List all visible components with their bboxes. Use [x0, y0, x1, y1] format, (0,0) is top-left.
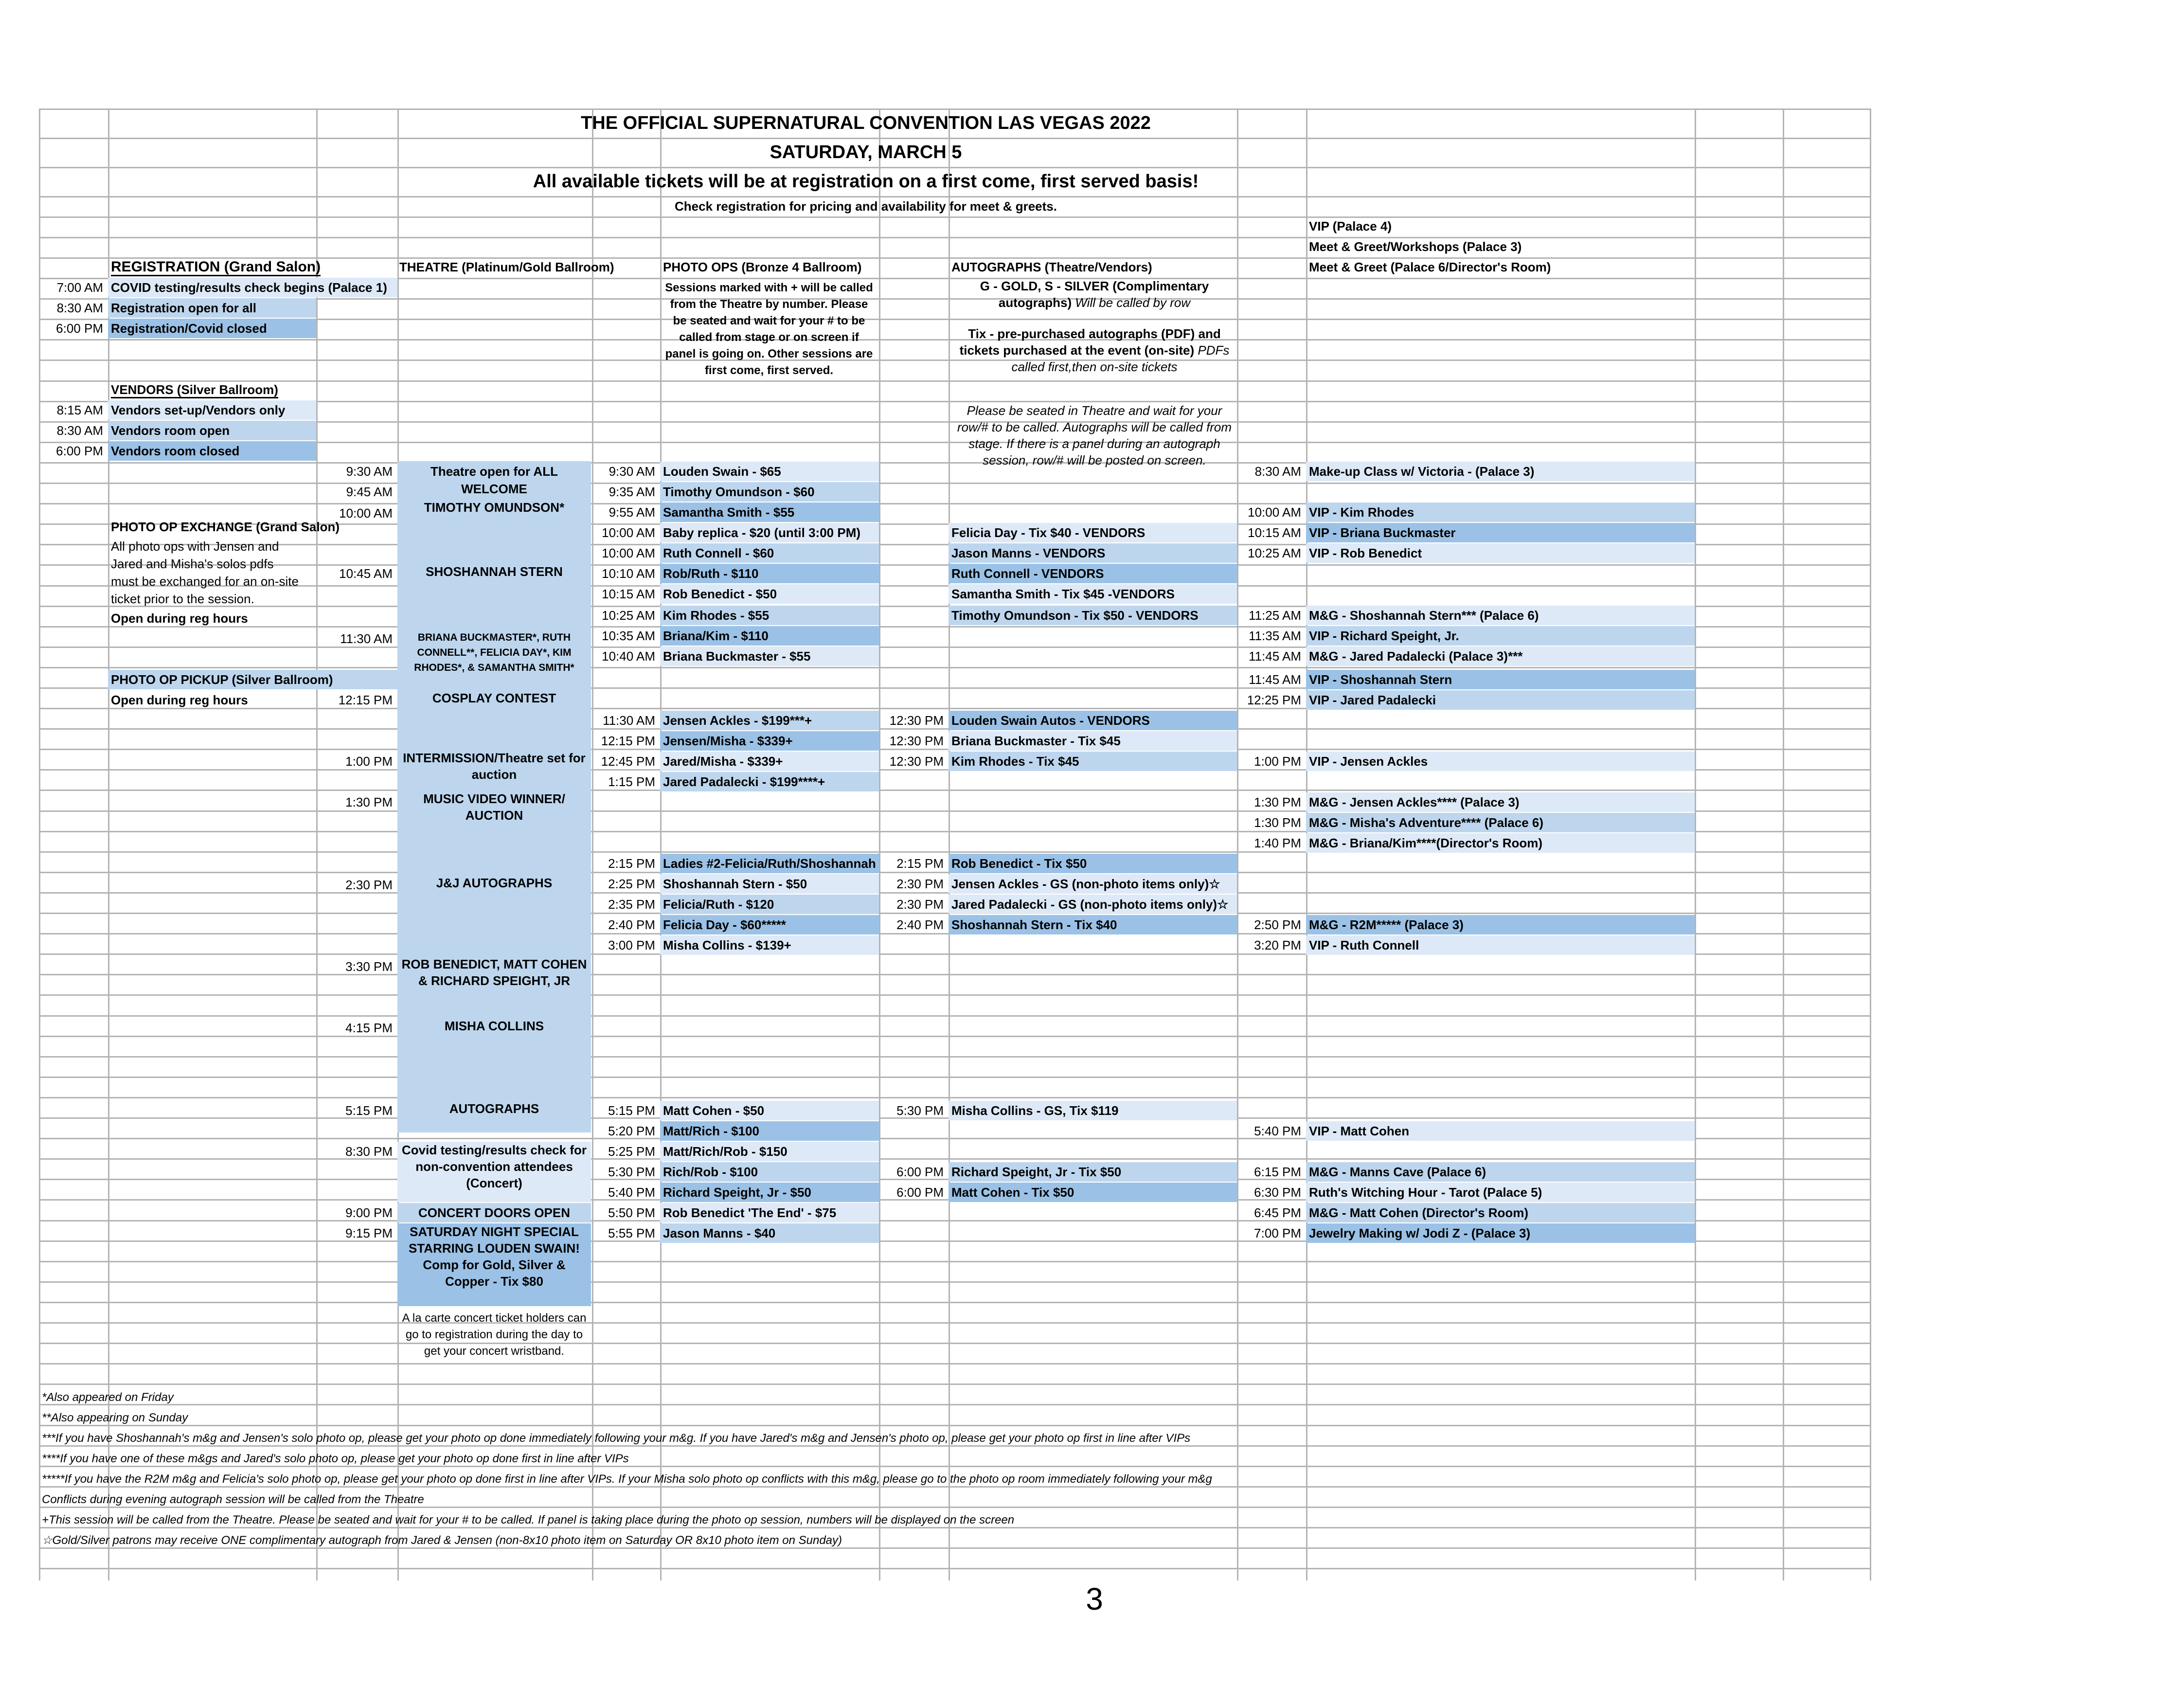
grid-vline [316, 108, 318, 1580]
photo-op-item: Jared Padalecki - $199****+ [660, 772, 879, 791]
autograph-time: 5:30 PM [896, 1103, 944, 1118]
theatre-event: Covid testing/results check for non-convention attendees (Concert) [397, 1142, 591, 1202]
theatre-time: 1:00 PM [345, 754, 393, 769]
photo-op-item: Timothy Omundson - $60 [660, 482, 879, 502]
vendor-item: Vendors room closed [108, 441, 316, 461]
photo-op-time: 2:15 PM [608, 856, 655, 871]
grid-hline [39, 483, 1871, 484]
photo-op-time: 5:55 PM [608, 1226, 655, 1240]
grid-hline [39, 1322, 1871, 1324]
theatre-event: J&J AUTOGRAPHS [436, 876, 553, 890]
theatre-time: 4:15 PM [345, 1021, 393, 1035]
vip-mg-item: VIP - Jared Padalecki [1306, 690, 1695, 710]
photo-pickup-hours: Open during reg hours [111, 693, 248, 707]
vip-mg-item: M&G - Manns Cave (Palace 6) [1306, 1162, 1695, 1182]
vip-mg-time: 10:00 AM [1248, 505, 1301, 520]
theatre-time: 9:30 AM [346, 464, 393, 479]
photo-op-item: Felicia Day - $60***** [660, 915, 879, 934]
vip-mg-item: M&G - Matt Cohen (Director's Room) [1306, 1203, 1695, 1222]
photo-op-item: Jensen/Misha - $339+ [660, 731, 879, 751]
vip-mg-time: 11:35 AM [1249, 629, 1301, 643]
vip-mg-time: 3:20 PM [1254, 938, 1301, 952]
photo-op-item: Ruth Connell - $60 [660, 543, 879, 563]
photo-op-time: 9:55 AM [609, 505, 655, 520]
vendor-time: 6:00 PM [56, 444, 103, 458]
vip-mg-time: 6:45 PM [1254, 1205, 1301, 1220]
photo-op-time: 11:30 AM [603, 713, 655, 728]
grid-hline [39, 974, 1871, 975]
vip-mg-time: 12:25 PM [1247, 693, 1301, 707]
photo-op-item: Louden Swain - $65 [660, 462, 879, 481]
photo-op-time: 12:15 PM [601, 734, 655, 748]
photo-exchange-heading: PHOTO OP EXCHANGE (Grand Salon) [111, 520, 340, 534]
photo-op-time: 1:15 PM [608, 774, 655, 789]
theatre-time: 8:30 PM [345, 1144, 393, 1159]
vip-mg-time: 5:40 PM [1254, 1124, 1301, 1138]
autograph-item: Jared Padalecki - GS (non-photo items only)☆ [949, 895, 1237, 914]
autograph-seating-note: Please be seated in Theatre and wait for your row/# to be called. Autographs will be called from stage. If there is a panel during an autograph session, row/# will be posted on screen. [957, 403, 1232, 467]
grid-hline [39, 1363, 1871, 1365]
grid-hline [39, 1158, 1871, 1160]
autograph-item: Rob Benedict - Tix $50 [949, 854, 1237, 873]
page-title: THE OFFICIAL SUPERNATURAL CONVENTION LAS VEGAS 2022 [581, 113, 1151, 133]
photo-exchange-line: Jared and Misha's solos pdfs [111, 557, 274, 571]
reg-time: 8:30 AM [56, 301, 103, 315]
vip-mg-item: M&G - Misha's Adventure**** (Palace 6) [1306, 813, 1695, 832]
reg-time: 7:00 AM [56, 280, 103, 295]
theatre-time: 1:30 PM [345, 795, 393, 809]
vip-mg-time: 10:25 AM [1248, 546, 1301, 560]
photo-op-time: 10:35 AM [602, 629, 655, 643]
theatre-time: 12:15 PM [338, 693, 393, 707]
theatre-event: BRIANA BUCKMASTER*, RUTH CONNELL**, FELICIA DAY*, KIM RHODES*, & SAMANTHA SMITH* [414, 632, 574, 673]
autograph-time: 12:30 PM [889, 713, 944, 728]
photo-op-item: Jared/Misha - $339+ [660, 752, 879, 771]
theatre-time: 3:30 PM [345, 959, 393, 974]
grid-hline [39, 1036, 1871, 1037]
tickets-note: All available tickets will be at registration on a first come, first served basis! [533, 171, 1199, 192]
footnote: Conflicts during evening autograph session will be called from the Theatre [42, 1493, 424, 1506]
photo-op-item: Matt/Rich - $100 [660, 1121, 879, 1141]
page-number: 3 [1086, 1581, 1103, 1616]
vip-mg-item: VIP - Kim Rhodes [1306, 503, 1695, 522]
autograph-item: Jensen Ackles - GS (non-photo items only)☆ [949, 874, 1237, 894]
grid-hline [39, 216, 1871, 218]
vip-mg-item: M&G - Jared Padalecki (Palace 3)*** [1306, 646, 1695, 666]
autograph-time: 2:40 PM [896, 917, 944, 932]
autograph-item: Ruth Connell - VENDORS [949, 564, 1237, 583]
autograph-item: Kim Rhodes - Tix $45 [949, 752, 1237, 771]
registration-header: REGISTRATION (Grand Salon) [108, 257, 316, 277]
grid-hline [39, 1568, 1871, 1569]
autograph-item: Timothy Omundson - Tix $50 - VENDORS [949, 606, 1237, 625]
grid-hline [39, 1015, 1871, 1017]
vip-mg-item: Jewelry Making w/ Jodi Z - (Palace 3) [1306, 1223, 1695, 1243]
theatre-time: 10:45 AM [339, 566, 393, 581]
footnote: ***If you have Shoshannah's m&g and Jensen's solo photo op, please get your photo op done immediately following your m&g. If you have Jared's m&g and Jensen's photo op, please get your photo op first in line after VIPs [42, 1432, 1191, 1445]
vip-mg-time: 11:25 AM [1249, 608, 1301, 623]
vendor-time: 8:30 AM [56, 423, 103, 438]
vip-mg-time: 6:30 PM [1254, 1185, 1301, 1200]
grid-hline [39, 1056, 1871, 1058]
grid-hline [39, 1077, 1871, 1078]
autograph-time: 6:00 PM [896, 1165, 944, 1179]
photo-op-item: Briana/Kim - $110 [660, 626, 879, 646]
photo-op-time: 5:15 PM [608, 1103, 655, 1118]
theatre-event: MUSIC VIDEO WINNER/ AUCTION [423, 791, 565, 823]
photo-ops-header: PHOTO OPS (Bronze 4 Ballroom) [663, 260, 862, 274]
grid-hline [39, 1404, 1871, 1405]
vip-mg-item: VIP - Richard Speight, Jr. [1306, 626, 1695, 646]
photo-op-item: Rich/Rob - $100 [660, 1162, 879, 1182]
autograph-item: Shoshannah Stern - Tix $40 [949, 915, 1237, 934]
theatre-time: 2:30 PM [345, 878, 393, 892]
grid-vline [1695, 108, 1696, 1580]
theatre-event: SHOSHANNAH STERN [426, 564, 563, 579]
vip-mg-time: 8:30 AM [1254, 464, 1301, 479]
footnote: ☆Gold/Silver patrons may receive ONE complimentary autograph from Jared & Jensen (non-8x10 photo item on Saturday OR 8x10 photo item on Sunday) [42, 1534, 842, 1547]
photo-op-time: 5:25 PM [608, 1144, 655, 1159]
grid-hline [39, 1425, 1871, 1426]
reg-item: COVID testing/results check begins (Palace 1) [108, 278, 397, 297]
photo-op-time: 12:45 PM [601, 754, 655, 769]
grid-hline [39, 1261, 1871, 1262]
photo-op-item: Jason Manns - $40 [660, 1223, 879, 1243]
photo-pickup-heading: PHOTO OP PICKUP (Silver Ballroom) [108, 670, 397, 689]
workshops-header: Meet & Greet/Workshops (Palace 3) [1309, 239, 1522, 254]
vip-mg-item: M&G - Jensen Ackles**** (Palace 3) [1306, 792, 1695, 812]
theatre-event: SATURDAY NIGHT SPECIAL STARRING LOUDEN SWAIN! Comp for Gold, Silver & Copper - Tix $80 [397, 1223, 591, 1306]
vip-mg-item: VIP - Jensen Ackles [1306, 752, 1695, 771]
vip-mg-time: 1:00 PM [1254, 754, 1301, 769]
mg-header: Meet & Greet (Palace 6/Director's Room) [1309, 260, 1551, 274]
photo-op-item: Shoshannah Stern - $50 [660, 874, 879, 894]
grid-vline [1870, 108, 1871, 1580]
photo-op-time: 10:25 AM [602, 608, 655, 623]
vip-mg-item: VIP - Rob Benedict [1306, 543, 1695, 563]
photo-exchange-line: must be exchanged for an on-site [111, 574, 299, 589]
autograph-item: Louden Swain Autos - VENDORS [949, 711, 1237, 730]
grid-hline [39, 667, 1871, 668]
reg-item: Registration open for all [108, 298, 316, 318]
autograph-time: 12:30 PM [889, 754, 944, 769]
vip-mg-item: M&G - Briana/Kim****(Director's Room) [1306, 833, 1695, 853]
photo-op-time: 5:20 PM [608, 1124, 655, 1138]
autograph-item: Briana Buckmaster - Tix $45 [949, 731, 1237, 751]
photo-op-item: Matt Cohen - $50 [660, 1101, 879, 1120]
theatre-time: 9:15 PM [345, 1226, 393, 1240]
photo-op-item: Richard Speight, Jr - $50 [660, 1183, 879, 1202]
autograph-item: Felicia Day - Tix $40 - VENDORS [949, 523, 1237, 542]
reg-time: 6:00 PM [56, 321, 103, 336]
photo-op-item: Baby replica - $20 (until 3:00 PM) [660, 523, 879, 542]
vip-mg-time: 1:40 PM [1254, 836, 1301, 850]
vendor-item: Vendors room open [108, 421, 316, 440]
theatre-event: CONCERT DOORS OPEN [397, 1203, 591, 1222]
vip-mg-time: 2:50 PM [1254, 917, 1301, 932]
autograph-time: 2:15 PM [896, 856, 944, 871]
photo-op-item: Ladies #2-Felicia/Ruth/Shoshannah [660, 854, 879, 873]
grid-hline [39, 1097, 1871, 1098]
vip-mg-item: VIP - Matt Cohen [1306, 1121, 1695, 1141]
photo-op-time: 10:00 AM [602, 546, 655, 560]
vip-mg-item: Make-up Class w/ Victoria - (Palace 3) [1306, 462, 1695, 481]
theatre-time: 11:30 AM [340, 631, 393, 646]
theatre-event: INTERMISSION/Theatre set for auction [403, 751, 586, 782]
theatre-event: ROB BENEDICT, MATT COHEN & RICHARD SPEIGHT, JR [401, 957, 587, 988]
autograph-item: Jason Manns - VENDORS [949, 543, 1237, 563]
autograph-time: 6:00 PM [896, 1185, 944, 1200]
vip-mg-time: 1:30 PM [1254, 795, 1301, 809]
photo-op-time: 9:30 AM [609, 464, 655, 479]
vip-mg-item: VIP - Briana Buckmaster [1306, 523, 1695, 542]
autograph-time: 2:30 PM [896, 897, 944, 912]
photo-op-time: 10:40 AM [602, 649, 655, 664]
photo-op-item: Kim Rhodes - $55 [660, 606, 879, 625]
theatre-header: THEATRE (Platinum/Gold Ballroom) [399, 260, 614, 274]
photo-op-time: 2:40 PM [608, 917, 655, 932]
theatre-event: AUTOGRAPHS [449, 1101, 539, 1116]
photo-op-time: 5:50 PM [608, 1205, 655, 1220]
photo-ops-note: Sessions marked with + will be called from the Theatre by number. Please be seated and wait for your # to be called from stage or on screen if panel is going on. Other sessions are first come, first served. [665, 281, 873, 377]
vip-mg-time: 1:30 PM [1254, 815, 1301, 830]
vendor-time: 8:15 AM [56, 403, 103, 417]
theatre-event: COSPLAY CONTEST [432, 691, 556, 705]
reg-item: Registration/Covid closed [108, 319, 316, 338]
autograph-gold-silver-note: G - GOLD, S - SILVER (Complimentary autographs) Will be called by row [980, 279, 1209, 310]
autograph-item: Matt Cohen - Tix $50 [949, 1183, 1237, 1202]
theatre-note: A la carte concert ticket holders can go to registration during the day to get your concert wristband. [402, 1311, 587, 1358]
photo-op-time: 9:35 AM [609, 485, 655, 499]
grid-vline [879, 108, 880, 1580]
photo-exchange-line: ticket prior to the session. [111, 592, 254, 606]
vip-mg-time: 11:45 AM [1249, 672, 1301, 687]
schedule-sheet [39, 108, 1871, 1580]
grid-hline [39, 1281, 1871, 1283]
footnote: **Also appearing on Sunday [42, 1411, 188, 1424]
vip-mg-item: M&G - R2M***** (Palace 3) [1306, 915, 1695, 934]
autograph-item: Misha Collins - GS, Tix $119 [949, 1101, 1237, 1120]
theatre-time: 5:15 PM [345, 1103, 393, 1118]
photo-op-item: Rob Benedict - $50 [660, 584, 879, 604]
photo-op-item: Misha Collins - $139+ [660, 935, 879, 955]
photo-op-item: Rob Benedict 'The End' - $75 [660, 1203, 879, 1222]
photo-op-item: Rob/Ruth - $110 [660, 564, 879, 583]
photo-op-item: Matt/Rich/Rob - $150 [660, 1142, 879, 1161]
photo-op-time: 10:10 AM [602, 566, 655, 581]
pricing-note: Check registration for pricing and availability for meet & greets. [675, 199, 1057, 214]
photo-exchange-line: All photo ops with Jensen and [111, 539, 279, 554]
theatre-time: 9:45 AM [346, 485, 393, 499]
footnote: ****If you have one of these m&gs and Jared's solo photo op, please get your photo op done first in line after VIPs [42, 1452, 629, 1465]
grid-hline [39, 1343, 1871, 1344]
photo-op-item: Briana Buckmaster - $55 [660, 646, 879, 666]
grid-hline [39, 1302, 1871, 1303]
autograph-tix-note: Tix - pre-purchased autographs (PDF) and tickets purchased at the event (on-site) PDFs called first,then on-site tickets [959, 326, 1230, 374]
grid-vline [1783, 108, 1784, 1580]
theatre-time: 10:00 AM [339, 506, 393, 521]
grid-hline [39, 790, 1871, 791]
photo-op-item: Jensen Ackles - $199***+ [660, 711, 879, 730]
grid-vline [592, 108, 593, 1580]
photo-op-item: Felicia/Ruth - $120 [660, 895, 879, 914]
autograph-item: Samantha Smith - Tix $45 -VENDORS [949, 584, 1237, 604]
vip-mg-item: M&G - Shoshannah Stern*** (Palace 6) [1306, 606, 1695, 625]
vip-mg-item: Ruth's Witching Hour - Tarot (Palace 5) [1306, 1183, 1695, 1202]
autograph-time: 12:30 PM [889, 734, 944, 748]
footnote: *****If you have the R2M m&g and Felicia's solo photo op, please get your photo op done first in line after VIPs. If your Misha solo photo op conflicts with this m&g, please go to the photo op room immediately following your m&g [42, 1473, 1212, 1486]
photo-op-time: 10:15 AM [602, 587, 655, 601]
theatre-event: Theatre open for ALL [430, 464, 558, 479]
vip-header: VIP (Palace 4) [1309, 219, 1392, 233]
theatre-event: TIMOTHY OMUNDSON* [424, 500, 565, 515]
autographs-header: AUTOGRAPHS (Theatre/Vendors) [951, 260, 1152, 274]
photo-op-time: 2:25 PM [608, 877, 655, 891]
footnote: +This session will be called from the Theatre. Please be seated and wait for your # to be called. If panel is taking place during the photo op session, numbers will be displayed on the screen [42, 1513, 1015, 1526]
autograph-time: 2:30 PM [896, 877, 944, 891]
photo-op-time: 5:40 PM [608, 1185, 655, 1200]
photo-op-time: 3:00 PM [608, 938, 655, 952]
schedule-date: SATURDAY, MARCH 5 [770, 142, 962, 162]
photo-op-time: 10:00 AM [602, 525, 655, 540]
vendors-heading: VENDORS (Silver Ballroom) [108, 380, 316, 399]
autograph-item: Richard Speight, Jr - Tix $50 [949, 1162, 1237, 1182]
vip-mg-time: 7:00 PM [1254, 1226, 1301, 1240]
vip-mg-time: 11:45 AM [1249, 649, 1301, 664]
vip-mg-item: VIP - Shoshannah Stern [1306, 670, 1695, 689]
theatre-time: 9:00 PM [345, 1205, 393, 1220]
vip-mg-time: 10:15 AM [1248, 525, 1301, 540]
footnote: *Also appeared on Friday [42, 1391, 174, 1404]
grid-hline [39, 237, 1871, 238]
grid-hline [39, 1383, 1871, 1385]
theatre-event: MISHA COLLINS [444, 1019, 544, 1033]
photo-op-item: Samantha Smith - $55 [660, 503, 879, 522]
photo-op-time: 5:30 PM [608, 1165, 655, 1179]
vendor-item: Vendors set-up/Vendors only [108, 400, 316, 420]
vip-mg-time: 6:15 PM [1254, 1165, 1301, 1179]
grid-hline [39, 994, 1871, 996]
vip-mg-item: VIP - Ruth Connell [1306, 935, 1695, 955]
photo-exchange-hours: Open during reg hours [111, 611, 248, 626]
photo-op-time: 2:35 PM [608, 897, 655, 912]
theatre-event: WELCOME [461, 482, 527, 496]
